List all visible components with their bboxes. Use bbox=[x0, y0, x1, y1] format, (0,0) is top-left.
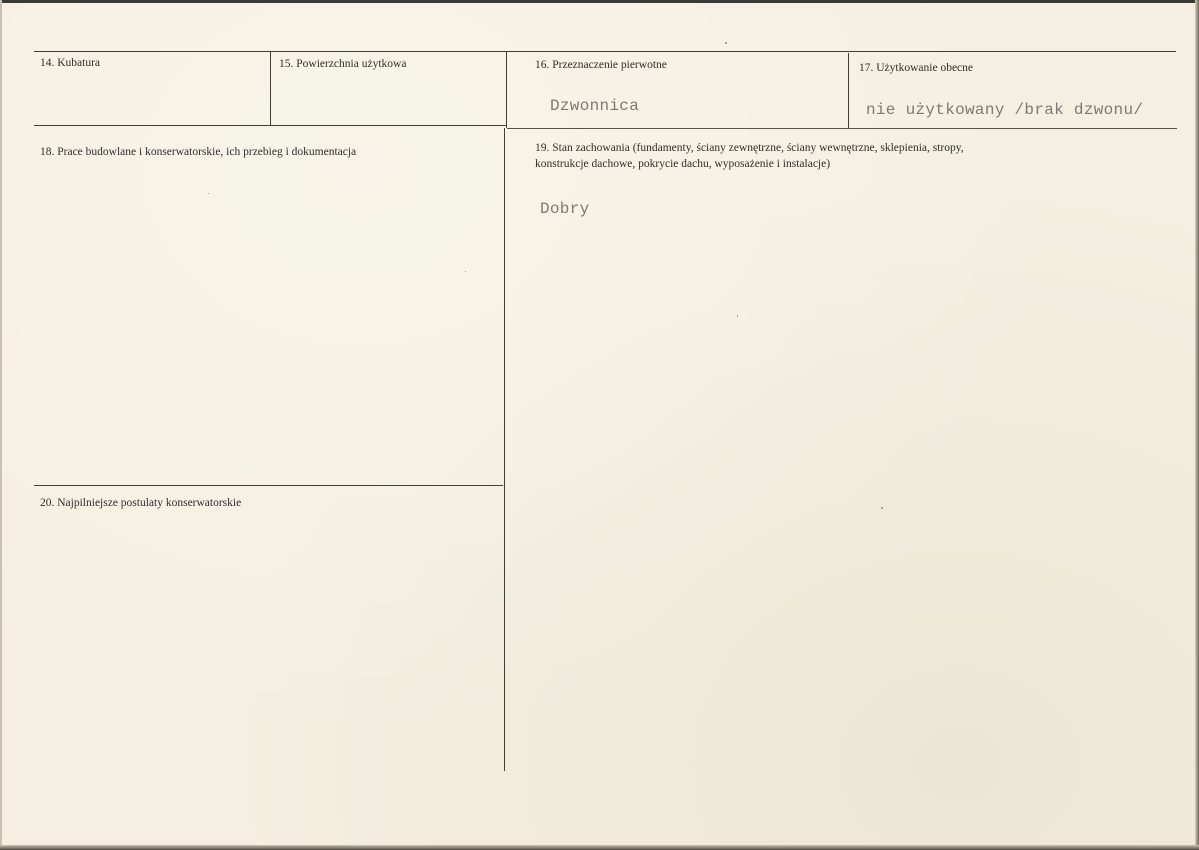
top-row-lower-rule-right bbox=[507, 128, 1177, 129]
field18-bottom-rule bbox=[34, 485, 503, 486]
field14-label: 14. Kubatura bbox=[40, 57, 101, 69]
divider-15-16 bbox=[506, 51, 507, 128]
field17-value: nie użytkowany /brak dzwonu/ bbox=[866, 101, 1144, 119]
field17-label: 17. Użytkowanie obecne bbox=[859, 62, 974, 74]
top-row-lower-rule-left bbox=[34, 125, 507, 126]
top-row-upper-rule bbox=[34, 51, 1176, 52]
field20-label: 20. Najpilniejsze postulaty konserwatorskie bbox=[40, 497, 242, 509]
field15-label: 15. Powierzchnia użytkowa bbox=[279, 58, 407, 70]
paper-speck bbox=[725, 42, 727, 44]
card-left-edge bbox=[0, 0, 2, 850]
paper-speck bbox=[465, 271, 466, 272]
card-bottom-edge bbox=[0, 845, 1199, 850]
divider-16-17 bbox=[848, 53, 849, 128]
paper-speck bbox=[881, 507, 883, 509]
field19-value: Dobry bbox=[540, 200, 590, 218]
field19-label-line2: konstrukcje dachowe, pokrycie dachu, wyposażenie i instalacje) bbox=[535, 158, 831, 170]
field16-value: Dzwonnica bbox=[550, 97, 640, 115]
main-column-divider bbox=[504, 128, 505, 771]
paper-speck bbox=[737, 315, 738, 317]
card-top-edge bbox=[0, 0, 1199, 3]
card-right-edge bbox=[1195, 0, 1199, 850]
field19-label-line1: 19. Stan zachowania (fundamenty, ściany zewnętrzne, ściany wewnętrzne, sklepienia, stropy, bbox=[535, 142, 964, 154]
field18-label: 18. Prace budowlane i konserwatorskie, ich przebieg i dokumentacja bbox=[40, 146, 357, 158]
divider-14-15 bbox=[270, 51, 271, 125]
field16-label: 16. Przeznaczenie pierwotne bbox=[535, 59, 667, 71]
paper-speck bbox=[208, 193, 209, 194]
